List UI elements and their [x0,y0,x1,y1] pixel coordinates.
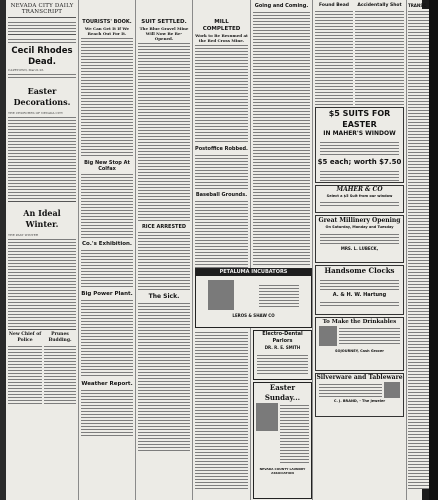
ad-text [320,169,399,181]
page-edge [429,0,438,500]
ad-sub: IN MAHER'S WINDOW [323,130,396,137]
ad-who: MRS. L. LUBECK, [340,246,379,251]
ad-when: On Saturday, Monday and Tuesday [325,225,394,229]
article-text [315,9,353,105]
ad-text [280,403,309,463]
article-text [195,330,248,490]
dental-advertisement [253,330,312,380]
ad-heading: Easter Sunday... [264,383,301,402]
column-rule [250,0,251,500]
headline-colfax: Big New Stop At Colfax [84,160,130,172]
column-1 [8,3,76,497]
article-text [8,237,76,327]
column-rule [312,0,313,500]
article-lead: THE CHURCHES OF NEVADA CITY [8,111,63,115]
article-text [81,388,133,438]
column-rule [192,0,193,500]
dateline: CAPETOWN, March 26. [8,68,45,72]
ad-price: $5 each; worth $7.50 [317,158,402,166]
article-text [8,72,76,80]
drinkables-advertisement [315,317,404,371]
ad-text [320,300,399,306]
column-rule [78,0,79,500]
ad-doctor: DR. R. E. SMITH [264,345,301,350]
headline-rice-arrested: RICE ARRESTED [141,224,187,230]
ad-title: Handsome Clocks [324,266,395,275]
clocks-advertisement [315,265,404,315]
headline-weather: Weather Report. [81,381,133,387]
headline-the-sick: The Sick. [148,293,180,300]
headline-found-bead: Found Bead [319,3,349,8]
ad-who: A. & H. W. Hartung [332,292,387,298]
article-text [81,172,133,238]
ad-brand: LEROS & SHAW CO [232,313,275,318]
ad-text [257,353,308,375]
ad-big: $5 SUITS FOR EASTER [328,109,391,129]
ad-who: C. J. BRAND, - The Jeweler [333,399,386,403]
column-rule [406,0,407,500]
headline-tourists-book: TOURISTS' BOOK. [82,19,132,25]
masthead-info [8,20,76,32]
ad-line: Select a $5 Suit from our window [326,194,393,198]
headline-accidentally-shot: Accidentally Shot [357,3,402,8]
ad-title: MAHER & CO [336,186,383,193]
ad-text [339,326,400,346]
ad-text [320,200,399,206]
headline-cecil-rhodes: Cecil Rhodes Dead. [11,46,73,67]
ad-text [319,382,382,398]
article-text [355,9,404,105]
headline-chief-police: New Chief of Police [8,332,42,343]
article-text [195,153,248,189]
headline-prunes: Prunes Budding. [48,332,72,343]
ad-footer: NEVADA COUNTY LAUNDRY ASSOCIATION [259,467,306,475]
headline-power-plant: Big Power Plant. [81,291,133,297]
subhead: We Can Get It If We Reach Out For It. [84,26,130,36]
text-block [8,37,76,43]
ad-title: PETALUMA INCUBATORS [196,269,311,276]
silverware-illustration [384,382,400,398]
article-text [81,248,133,288]
column-6 [315,3,404,497]
ad-title: Great Millinery Opening [318,217,401,224]
article-text [138,230,190,290]
headline-transcript: TRANSC [408,3,427,8]
headline-going-coming: Going and Coming. [254,3,309,9]
article-text [195,199,248,275]
article-text [195,43,248,143]
headline-ideal-winter: An Ideal Winter. [23,208,61,229]
easter-laundry-advertisement [253,382,312,499]
masthead: NEVADA CITY DAILY TRANSCRIPT [10,3,74,15]
subhead: Work to Be Resumed at the Red Cross Mine. [195,33,248,43]
ad-who: SOJOURNEY, Cash Grocer [334,349,385,353]
headline-baseball: Baseball Grounds. [195,192,248,198]
suits-advertisement [315,107,404,183]
figure-illustration [256,403,278,431]
ad-title: To Make the Drinkables [322,319,397,325]
silverware-advertisement [315,373,404,417]
headline-postoffice: Postoffice Robbed. [195,146,248,152]
incubator-illustration [208,280,234,310]
article-text [8,344,42,404]
article-text [253,10,310,265]
article-text [8,115,76,199]
newspaper-page [6,0,427,500]
headline-mill-completed: MILL COMPLETED [202,19,241,32]
millinery-advertisement [315,215,404,263]
cup-illustration [319,326,337,346]
ad-text [320,232,399,244]
ad-title: Silverware and Tableware [316,374,403,381]
subhead: The Blue Gravel Mine Will Now Be Re-Opened. [139,26,189,41]
article-text [44,344,76,404]
article-text [138,301,190,451]
article-text [138,41,190,221]
column-2 [81,3,133,497]
article-lead: THE PAST WINTER [8,233,39,237]
ad-text [320,278,399,290]
article-text [81,36,133,156]
headline-easter-decorations: Easter Decorations. [13,86,71,107]
column-3 [138,3,190,497]
column-4-lower [195,330,248,495]
article-text [81,298,133,378]
column-rule [135,0,136,500]
headline-exhibition: Co.'s Exhibition. [81,241,132,247]
ad-heading: Electro-Dental Parlors [262,331,303,344]
ad-text [320,140,399,156]
maher-advertisement [315,185,404,213]
headline-suit-settled: SUIT SETTLED. [141,19,187,25]
